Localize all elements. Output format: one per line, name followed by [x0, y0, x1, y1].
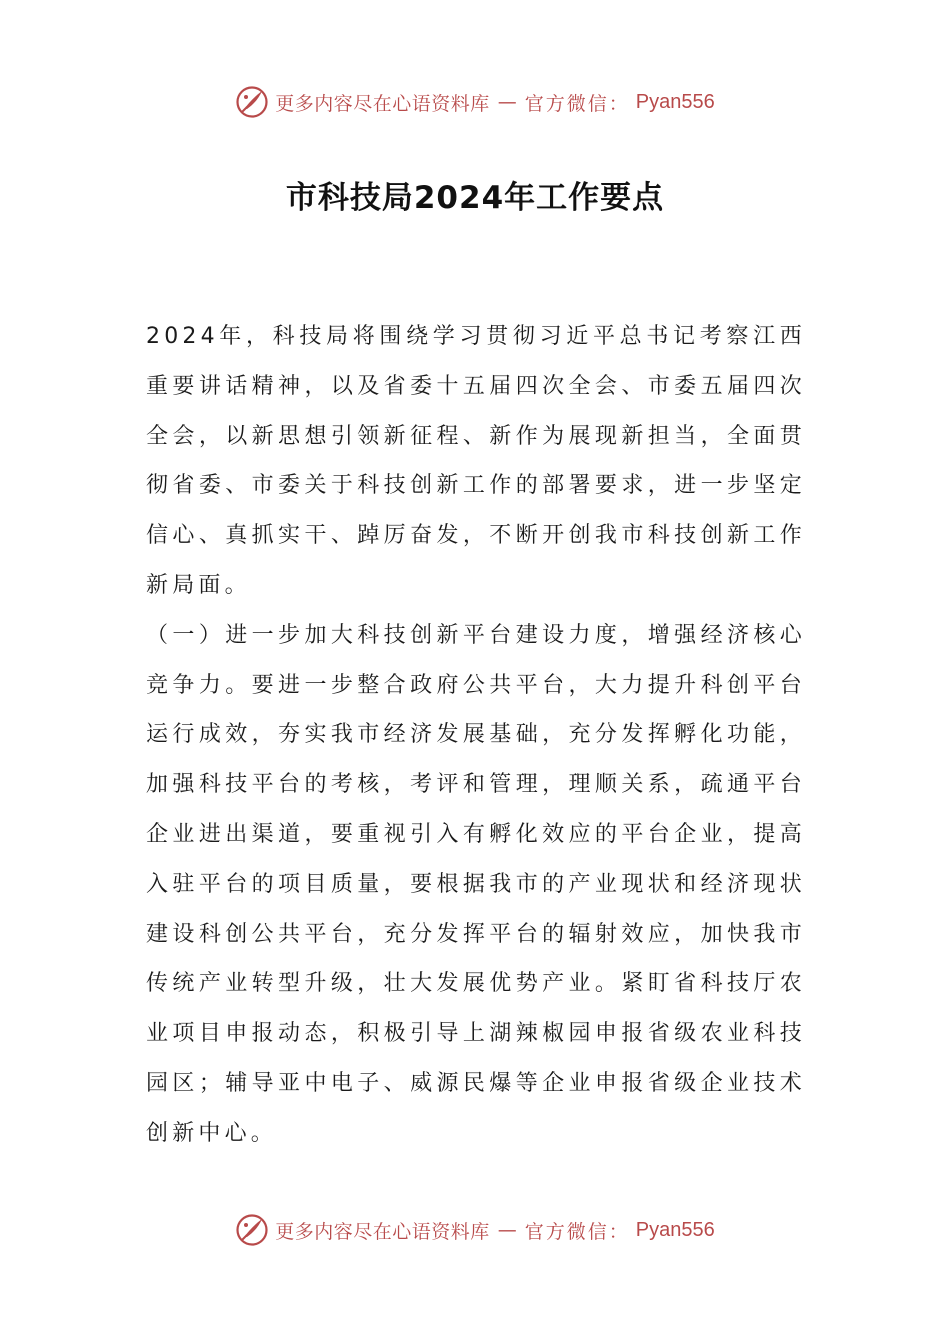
quill-pen-logo-icon	[235, 1213, 269, 1247]
document-body	[146, 312, 806, 1159]
banner-wechat-label: 官方微信：	[524, 1220, 630, 1243]
paragraph-intro: 2024年，科技局将围绕学习贯彻习近平总书记考察江西重要讲话精神，以及省委十五届四次全会、市委五届四次全会，以新思想引领新征程、新作为展现新担当，全面贯彻省委、市委关于科技创新工作的部署要求，进一步坚定信心、真抓实干、踔厉奋发，不断开创我市科技创新工作新局面。	[146, 324, 806, 598]
banner-wechat-id: Pyan556	[635, 1218, 715, 1241]
document-title: 市科技局2024年工作要点	[285, 180, 665, 216]
banner-slogan: 更多内容尽在心语资料库	[275, 1220, 490, 1243]
banner-separator: —	[497, 1219, 517, 1241]
quill-pen-logo-icon	[235, 85, 269, 119]
paragraph-section-1: （一）进一步加大科技创新平台建设力度，增强经济核心竞争力。要进一步整合政府公共平台，大力提升科创平台运行成效，夯实我市经济发展基础，充分发挥孵化功能，加强科技平台的考核，考评和管理，理顺关系，疏通平台企业进出渠道，要重视引入有孵化效应的平台企业，提高入驻平台的项目质量，要根据我市的产业现状和经济现状建设科创公共平台，充分发挥平台的辐射效应，加快我市传统产业转型升级，壮大发展优势产业。紧盯省科技厅农业项目申报动态，积极引导上湖辣椒园申报省级农业科技园区；辅导亚中电子、威源民爆等企业申报省级企业技术创新中心。	[146, 622, 806, 1146]
banner-wechat-label: 官方微信：	[524, 92, 630, 115]
banner-wechat-id: Pyan556	[635, 90, 715, 113]
banner-separator: —	[497, 91, 517, 113]
banner-slogan: 更多内容尽在心语资料库	[275, 92, 490, 115]
header-watermark-banner	[0, 82, 950, 122]
footer-watermark-banner	[0, 1210, 950, 1250]
